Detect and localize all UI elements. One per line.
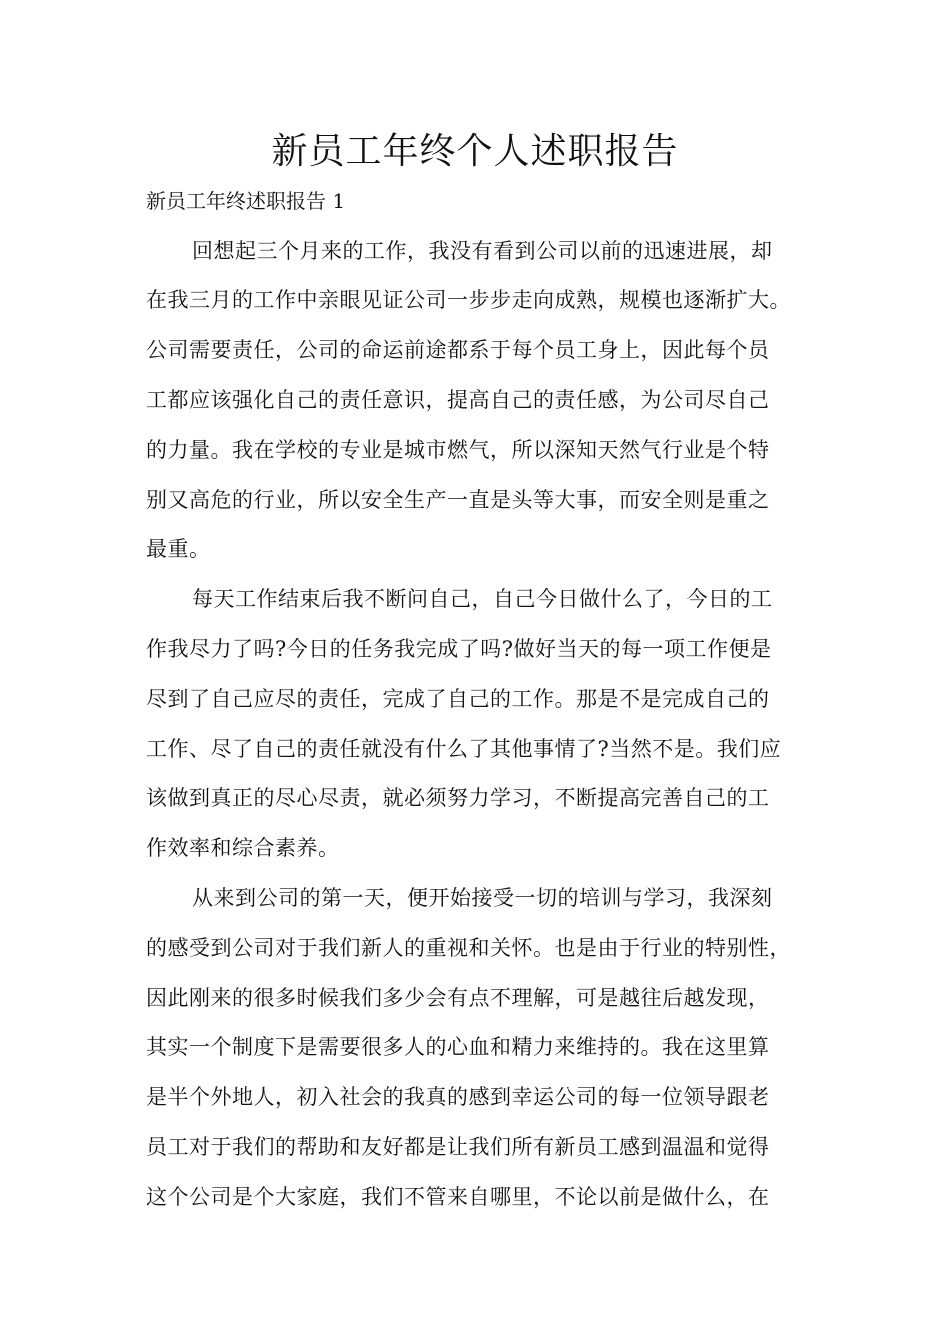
paragraph-2-line-5: 该做到真正的尽心尽责，就必须努力学习，不断提高完善自己的工 <box>146 786 770 810</box>
paragraph-1-line-4: 工都应该强化自己的责任意识，提高自己的责任感，为公司尽自己 <box>146 388 770 412</box>
paragraph-1-line-3: 公司需要责任，公司的命运前途都系于每个员工身上，因此每个员 <box>146 338 770 362</box>
paragraph-2-line-4: 工作、尽了自己的责任就没有什么了其他事情了?当然不是。我们应 <box>146 737 782 761</box>
paragraph-3-line-5: 是半个外地人，初入社会的我真的感到幸运公司的每一位领导跟老 <box>146 1085 770 1109</box>
paragraph-3-line-1: 从来到公司的第一天，便开始接受一切的培训与学习，我深刻 <box>192 886 773 910</box>
paragraph-3-line-7: 这个公司是个大家庭，我们不管来自哪里，不论以前是做什么，在 <box>146 1185 770 1209</box>
paragraph-3-line-2: 的感受到公司对于我们新人的重视和关怀。也是由于行业的特别性， <box>146 936 791 960</box>
paragraph-2-line-6: 作效率和综合素养。 <box>146 836 340 860</box>
paragraph-1-line-6: 别又高危的行业，所以安全生产一直是头等大事，而安全则是重之 <box>146 488 770 512</box>
paragraph-1-line-5: 的力量。我在学校的专业是城市燃气，所以深知天然气行业是个特 <box>146 438 770 462</box>
paragraph-2-line-1: 每天工作结束后我不断问自己，自己今日做什么了，今日的工 <box>192 587 773 611</box>
paragraph-1-line-2: 在我三月的工作中亲眼见证公司一步步走向成熟，规模也逐渐扩大。 <box>146 288 791 312</box>
paragraph-3-line-3: 因此刚来的很多时候我们多少会有点不理解，可是越往后越发现， <box>146 986 770 1010</box>
paragraph-1-line-7: 最重。 <box>146 537 211 561</box>
document-title: 新员工年终个人述职报告 <box>271 131 679 172</box>
paragraph-3-line-6: 员工对于我们的帮助和友好都是让我们所有新员工感到温温和觉得 <box>146 1135 770 1159</box>
paragraph-2-line-3: 尽到了自己应尽的责任，完成了自己的工作。那是不是完成自己的 <box>146 687 770 711</box>
paragraph-2-line-2: 作我尽力了吗?今日的任务我完成了吗?做好当天的每一项工作便是 <box>146 637 772 661</box>
paragraph-3-line-4: 其实一个制度下是需要很多人的心血和精力来维持的。我在这里算 <box>146 1035 770 1059</box>
section-heading: 新员工年终述职报告 1 <box>146 189 346 213</box>
paragraph-1-line-1: 回想起三个月来的工作，我没有看到公司以前的迅速进展，却 <box>192 239 773 263</box>
